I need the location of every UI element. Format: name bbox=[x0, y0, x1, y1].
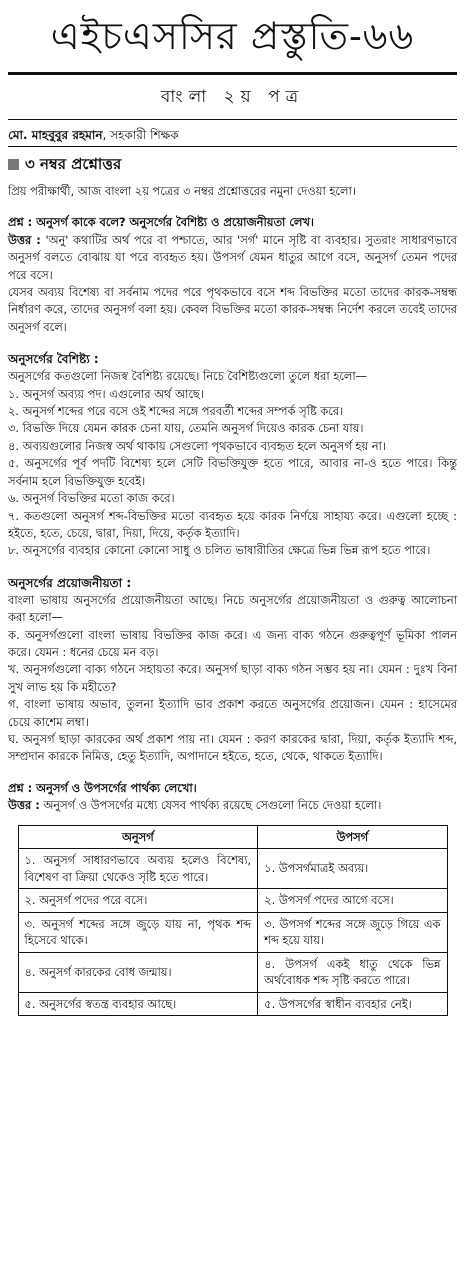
table-cell: ৩. উপসর্গ শব্দের সঙ্গে জুড়ে গিয়ে এক শব্দ হয়ে যায়। bbox=[258, 912, 447, 952]
table-cell: ২. উপসর্গ পদের আগে বসে। bbox=[258, 889, 447, 913]
subject-divider bbox=[8, 119, 457, 120]
table-header-row bbox=[18, 825, 447, 849]
author-name: মো. মাহবুবুর রহমান bbox=[8, 128, 103, 142]
list-item: ৪. অব্যয়গুলোর নিজস্ব অর্থ থাকায় সেগুলো পৃথকভাবে ব্যবহৃত হলে অনুসর্গ হয় না। bbox=[8, 438, 386, 453]
list-item: ৭. কতগুলো অনুসর্গ শব্দ-বিভক্তির মতো ব্যবহৃত হয়ে কারক নির্ণয়ে সাহায্য করে। এগুলো হচ্ছে : হইতে, হতে, চেয়ে, দ্বারা, দিয়া, দিয়ে, কর্তৃক ইত্যাদি। bbox=[8, 508, 457, 540]
list-item: ১. অনুসর্গ অব্যয় পদ। এগুলোর অর্থ আছে। bbox=[8, 386, 204, 401]
answer-1-para-2: যেসব অব্যয় বিশেষ্য বা সর্বনাম পদের পরে পৃথকভাবে বসে শব্দ বিভক্তির মতো তাদের কারক-সম্বন্ধ নির্ধারণ করে, তাদের অনুসর্গ বলা হয়। কেবল বিভক্তির মতো কারক-সম্বন্ধ নির্দেশ করলে তবেই তাদের অনুসর্গ বলে। bbox=[8, 285, 457, 334]
table-cell: ১. অনুসর্গ সাধারণভাবে অব্যয় হলেও বিশেষ্য, বিশেষণ বা ক্রিয়া থেকেও সৃষ্টি হতে পারে। bbox=[18, 849, 258, 889]
list-item: খ. অনুসর্গগুলো বাক্য গঠনে সহায়তা করে। অনুসর্গ ছাড়া বাক্য গঠন সম্ভব হয় না। যেমন : দুঃখ বিনা সুখ লাভ হয় কি মহীতে? bbox=[8, 662, 457, 694]
table-row bbox=[18, 952, 447, 992]
answer-2: উত্তর : অনুসর্গ ও উপসর্গের মধ্যে যেসব পার্থক্য রয়েছে সেগুলো নিচে দেওয়া হলো। bbox=[8, 798, 382, 813]
table-cell: ৪. উপসর্গ একই ধাতু থেকে ভিন্ন অর্থবোধক শব্দ সৃষ্টি করতে পারে। bbox=[258, 952, 447, 992]
table-cell: ৫. অনুসর্গের স্বতন্ত্র ব্যবহার আছে। bbox=[18, 992, 258, 1016]
column-header-anusarga: অনুসর্গ bbox=[18, 825, 258, 849]
list-item: ২. অনুসর্গ শব্দের পরে বসে ওই শব্দের সঙ্গে পরবর্তী শব্দের সম্পর্ক সৃষ্টি করে। bbox=[8, 404, 344, 419]
table-cell: ১. উপসর্গমাত্রই অব্যয়। bbox=[258, 849, 447, 889]
list-item: ৬. অনুসর্গ বিভক্তির মতো কাজ করে। bbox=[8, 491, 175, 506]
table-row bbox=[18, 992, 447, 1016]
author-line bbox=[8, 126, 457, 144]
author-divider bbox=[8, 146, 457, 147]
table-cell: ৫. উপসর্গের স্বাধীন ব্যবহার নেই। bbox=[258, 992, 447, 1016]
question-1: প্রশ্ন : অনুসর্গ কাকে বলে? অনুসর্গের বৈশিষ্ট্য ও প্রয়োজনীয়তা লেখ। bbox=[8, 215, 314, 230]
answer-1-para-1: উত্তর : 'অনু' কথাটির অর্থ পরে বা পশ্চাতে, আর 'সর্গ' মানে সৃষ্টি বা ব্যবহার। সুতরাং সাধারণভাবে অনুসর্গ বলতে বোঝায় যা পরে ব্যবহৃত হয়। উপসর্গ যেমন ধাতুর আগে বসে, অনুসর্গ তেমন পদের পরে বসে। bbox=[8, 232, 457, 282]
list-item: গ. বাংলা ভাষায় অভাব, তুলনা ইত্যাদি ভাব প্রকাশ করতে অনুসর্গের প্রয়োজন। যেমন : হাসেমের চেয়ে কাশেম লম্বা। bbox=[8, 697, 457, 729]
question-2: প্রশ্ন : অনুসর্গ ও উপসর্গের পার্থক্য লেখো। bbox=[8, 780, 197, 795]
list-item: ৮. অনুসর্গের ব্যবহার কোনো কোনো সাধু ও চলিত ভাষারীতির ক্ষেত্রে ভিন্ন ভিন্ন রূপ হতে পারে। bbox=[8, 543, 431, 558]
section-heading bbox=[8, 153, 457, 175]
section-title: ৩ নম্বর প্রশ্নোত্তর bbox=[25, 155, 122, 173]
features-intro: অনুসর্গের কতগুলো নিজস্ব বৈশিষ্ট্য রয়েছে। নিচে বৈশিষ্ট্যগুলো তুলে ধরা হলো— bbox=[8, 369, 368, 384]
square-bullet-icon bbox=[8, 159, 19, 170]
table-cell: ২. অনুসর্গ পদের পরে বসে। bbox=[18, 889, 258, 913]
necessity-heading: অনুসর্গের প্রয়োজনীয়তা : bbox=[8, 575, 132, 590]
column-header-upasarga: উপসর্গ bbox=[258, 825, 447, 849]
list-item: ৩. বিভক্তি দিয়ে যেমন কারক চেনা যায়, তেমনি অনুসর্গ দিয়েও কারক চেনা যায়। bbox=[8, 421, 364, 436]
page-title: এইচএসসির প্রস্তুতি-৬৬ bbox=[50, 14, 415, 58]
list-item: ঘ. অনুসর্গ ছাড়া কারকের অর্থ প্রকাশ পায় না। যেমন : করণ কারকের দ্বারা, দিয়া, কর্তৃক ইত্যাদি শব্দ, সম্প্রদান কারকে নিমিত্ত, হেতু ইত্যাদি, অপাদানে হইতে, হতে, থেকে, থাকতে ইত্যাদি। bbox=[8, 731, 457, 764]
list-item: ৫. অনুসর্গের পূর্ব পদটি বিশেষ্য হলে সেটি বিভক্তিযুক্ত হতে পারে, আবার না-ও হতে পারে। কিন্তু সর্বনাম হলে বিভক্তিযুক্ত হবেই। bbox=[8, 456, 457, 488]
author-role: , সহকারী শিক্ষক bbox=[102, 128, 179, 142]
table-cell: ৪. অনুসর্গ কারকের বোধ জন্মায়। bbox=[18, 952, 258, 992]
article-page bbox=[0, 10, 465, 1287]
table-row bbox=[18, 849, 447, 889]
answer-label: উত্তর : bbox=[8, 798, 40, 813]
features-heading: অনুসর্গের বৈশিষ্ট্য : bbox=[8, 352, 99, 367]
table-cell: ৩. অনুসর্গ শব্দের সঙ্গে জুড়ে যায় না, পৃথক শব্দ হিসেবে থাকে। bbox=[18, 912, 258, 952]
comparison-table bbox=[18, 825, 448, 1017]
answer-label: উত্তর : bbox=[8, 232, 41, 247]
subject-label: বাংলা ২য় পত্র bbox=[160, 87, 305, 107]
necessity-intro: বাংলা ভাষায় অনুসর্গের প্রয়োজনীয়তা আছে। নিচে অনুসর্গের প্রয়োজনীয়তা ও গুরুত্ব আলোচনা করা হলো— bbox=[8, 592, 457, 625]
list-item: ক. অনুসর্গগুলো বাংলা ভাষায় বিভক্তির কাজ করে। এ জন্য বাক্য গঠনে গুরুত্বপূর্ণ ভূমিকা পালন করে। যেমন : ধনের চেয়ে মন বড়। bbox=[8, 627, 457, 659]
table-row bbox=[18, 912, 447, 952]
table-row bbox=[18, 889, 447, 913]
intro-paragraph: প্রিয় পরীক্ষার্থী, আজ বাংলা ২য় পত্রের ৩ নম্বর প্রশ্নোত্তরের নমুনা দেওয়া হলো। bbox=[8, 184, 356, 198]
